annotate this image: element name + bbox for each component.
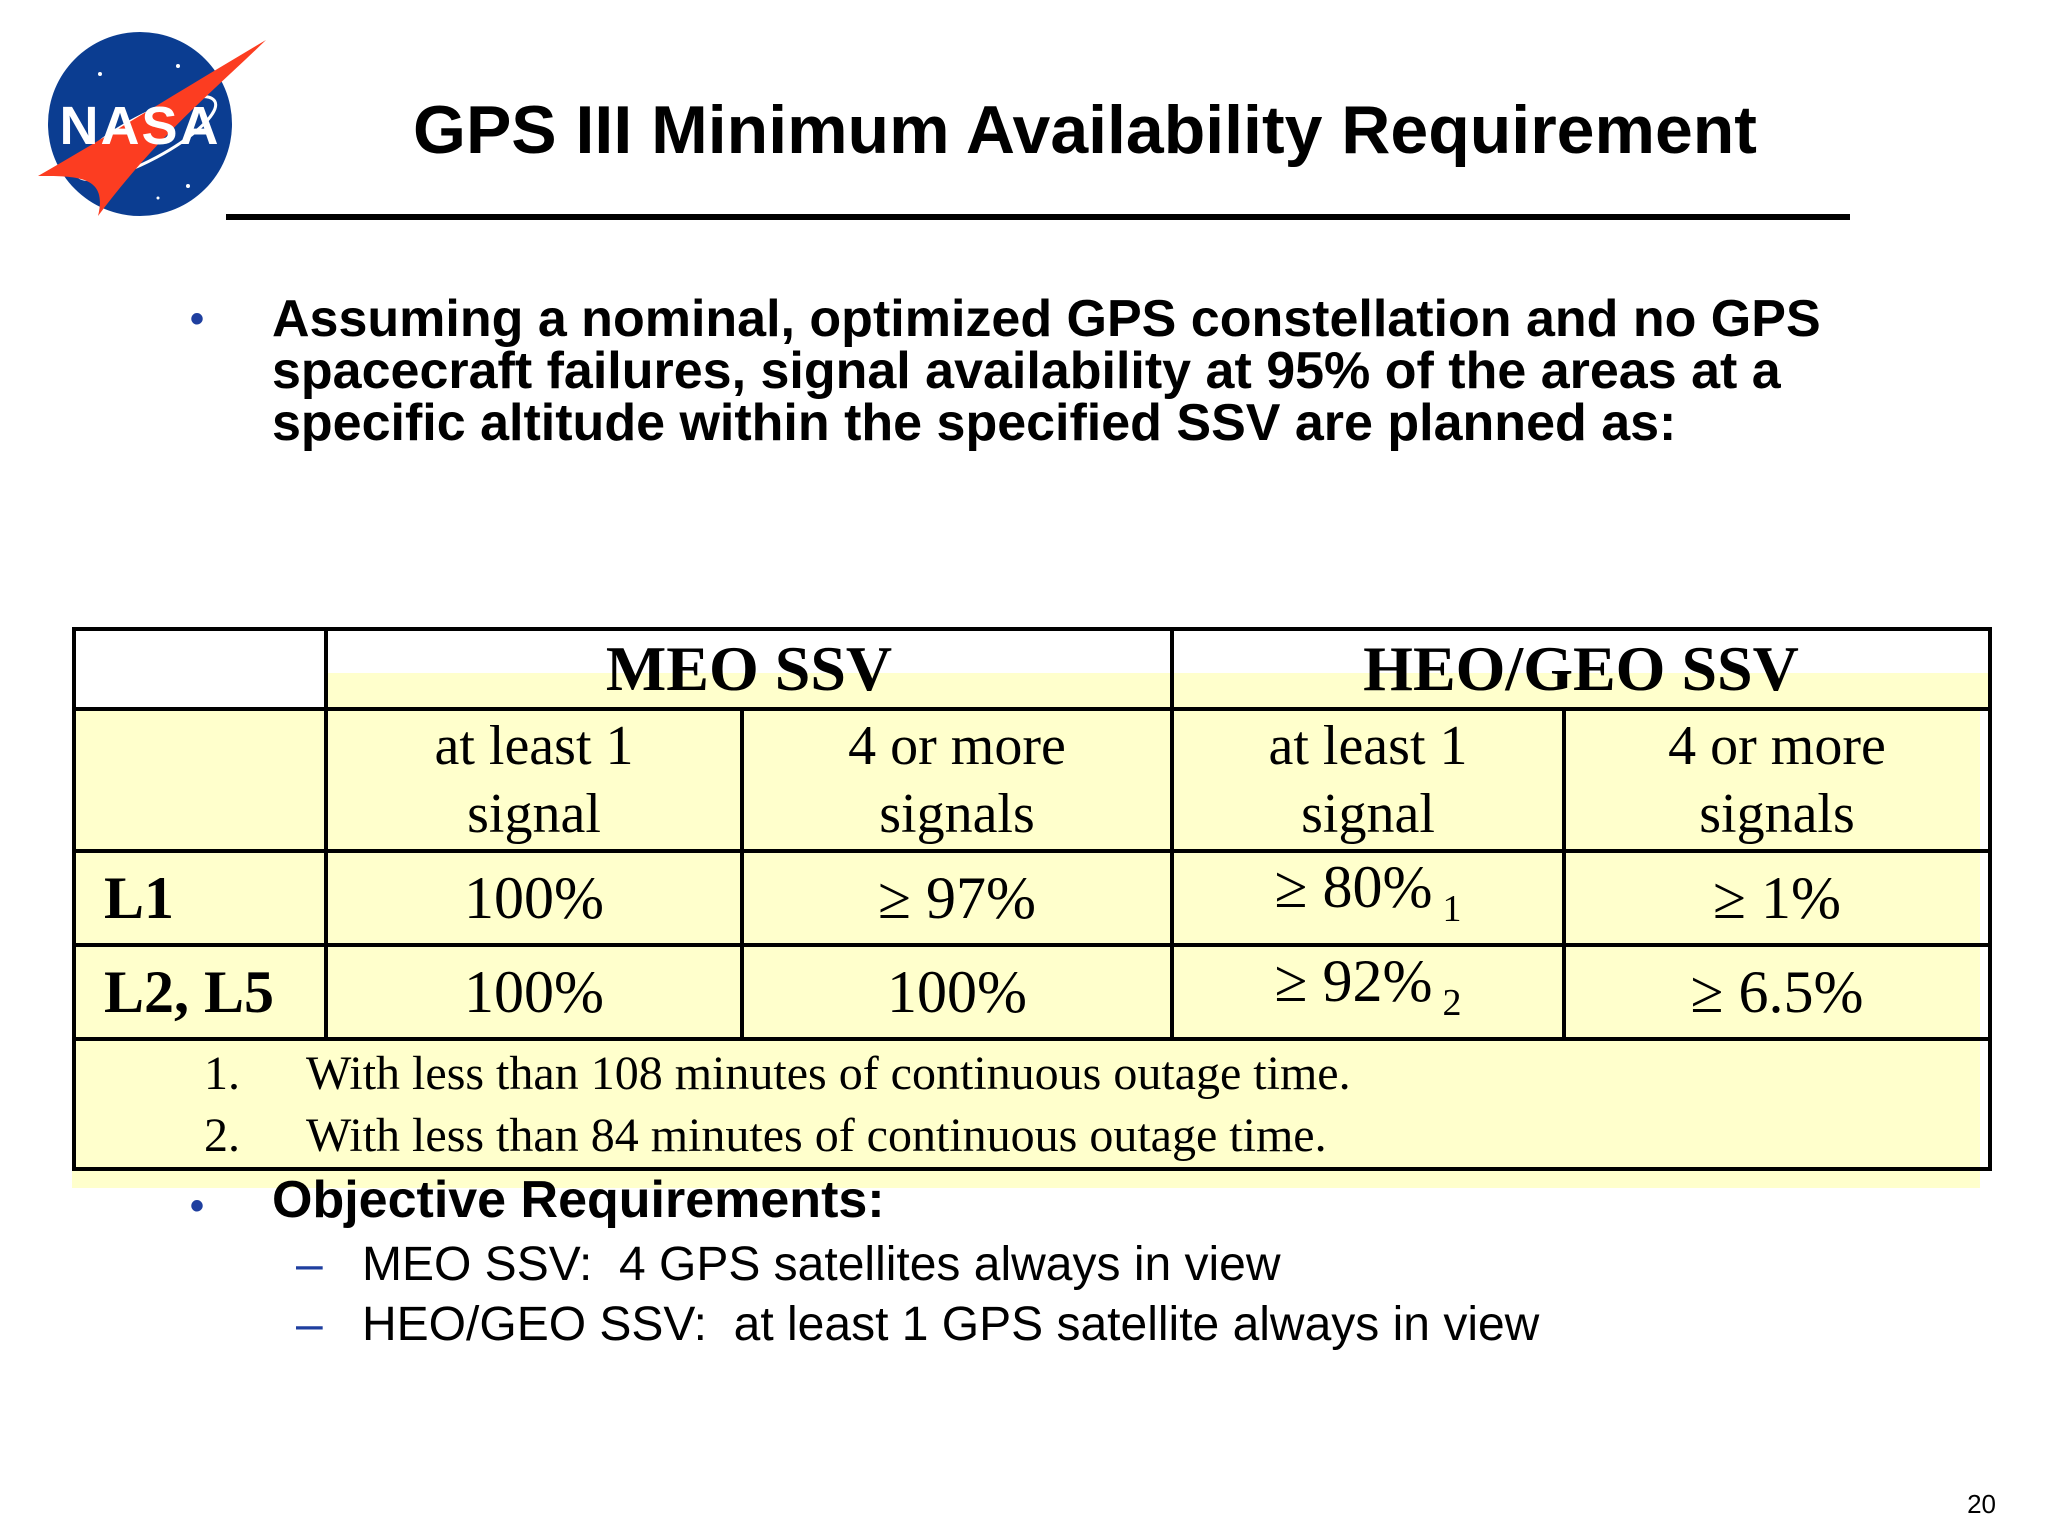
row-label-l2-l5: L2, L5 — [74, 945, 326, 1039]
table-notes — [74, 1039, 1990, 1169]
bullet-dot-icon: • — [190, 297, 205, 341]
objective-item-text: HEO/GEO SSV: at least 1 GPS satellite always in view — [362, 1298, 1540, 1351]
title-divider — [226, 214, 1850, 220]
table-row — [74, 945, 1990, 1039]
table-cell: ≥ 97% — [742, 851, 1172, 945]
table-cell: ≥ 92% $_2$ — [1172, 945, 1564, 1039]
table-subheader-blank — [74, 709, 326, 851]
note-ref: 1 — [1442, 888, 1462, 930]
table-cell: 100% — [326, 851, 742, 945]
subheader-heo-4: 4 or more signals — [1564, 709, 1990, 851]
objective-title: Objective Requirements: — [272, 1171, 885, 1229]
note-item: 2. With less than 84 minutes of continuous outage time. — [204, 1109, 1327, 1162]
table-group-header-row — [74, 629, 1990, 709]
table-notes-row — [74, 1039, 1990, 1169]
note-item: 1. With less than 108 minutes of continuous outage time. — [204, 1047, 1351, 1100]
table-cell: 100% — [326, 945, 742, 1039]
subheader-meo-1: at least 1 signal — [326, 709, 742, 851]
objective-item-text: MEO SSV: 4 GPS satellites always in view — [362, 1238, 1281, 1291]
page-number: 20 — [1967, 1489, 1996, 1519]
table-cell: 100% — [742, 945, 1172, 1039]
subheader-heo-1: at least 1 signal — [1172, 709, 1564, 851]
availability-table — [72, 627, 1992, 1171]
note-ref: 2 — [1442, 982, 1462, 1024]
bullet-dot-icon: • — [190, 1184, 205, 1228]
dash-icon: – — [296, 1238, 323, 1291]
table-cell: ≥ 80% $_1$ — [1172, 851, 1564, 945]
row-label-l1: L1 — [74, 851, 326, 945]
table-cell: ≥ 1% — [1564, 851, 1990, 945]
subheader-meo-4: 4 or more signals — [742, 709, 1172, 851]
table-corner-cell — [74, 629, 326, 709]
table-row — [74, 851, 1990, 945]
intro-text: Assuming a nominal, optimized GPS constellation and no GPS spacecraft failures, signal availability at 95% of the areas at a specific altitude within the specified SSV are planned as: — [272, 290, 1821, 452]
table-cell: ≥ 6.5% — [1564, 945, 1990, 1039]
svg-text:NASA: NASA — [59, 96, 221, 156]
dash-icon: – — [296, 1298, 323, 1351]
page-title: GPS III Minimum Availability Requirement — [413, 92, 1757, 168]
group-header-heo-geo: HEO/GEO SSV — [1172, 629, 1990, 709]
group-header-meo: MEO SSV — [326, 629, 1172, 709]
table-subheader-row — [74, 709, 1990, 851]
